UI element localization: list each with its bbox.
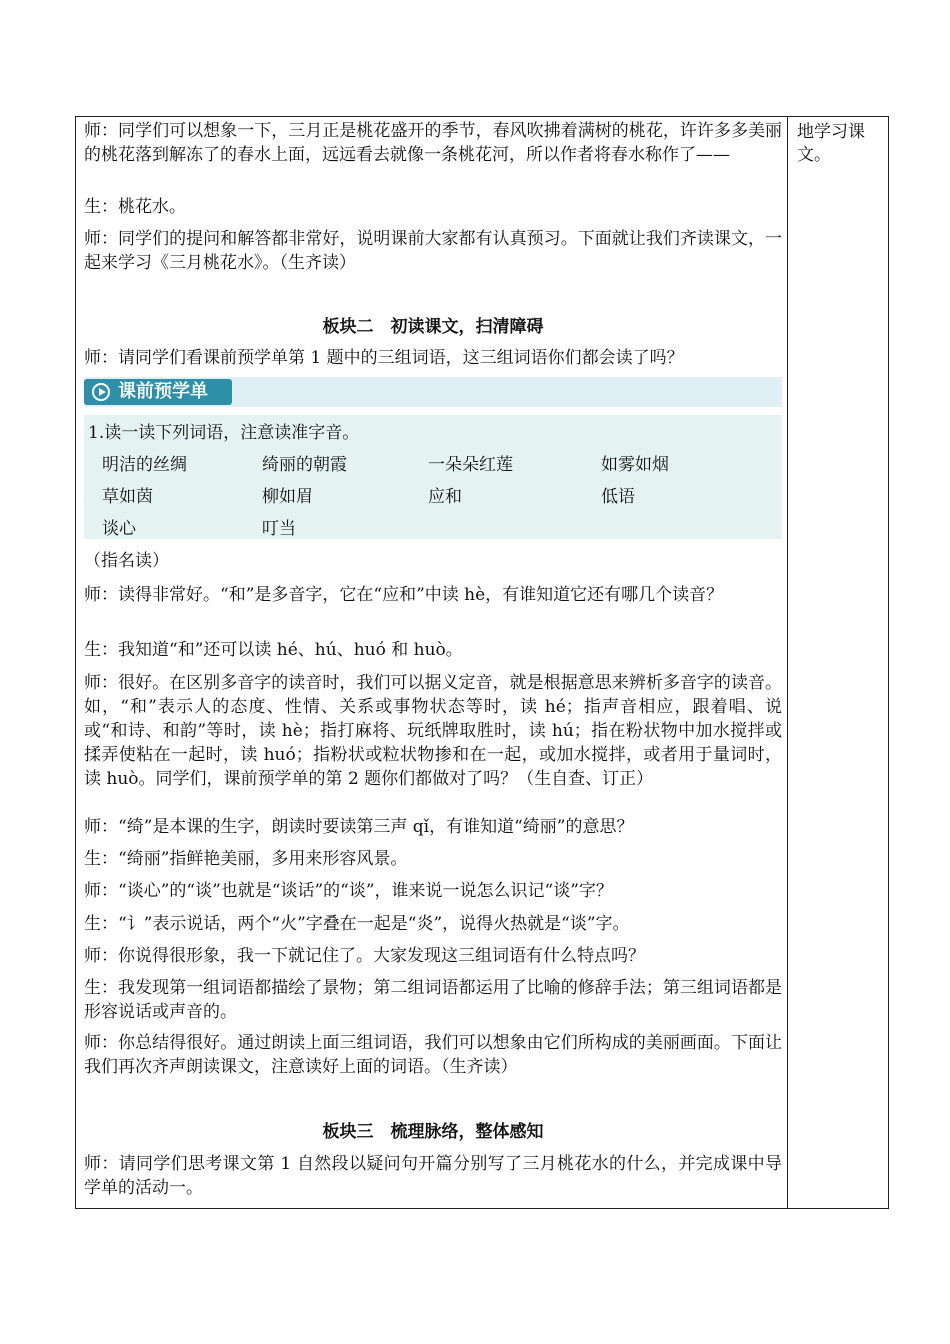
vocab-word: 草如茵	[102, 487, 153, 507]
preview-banner	[84, 377, 782, 407]
paragraph: 师：同学们可以想象一下，三月正是桃花盛开的季节，春风吹拂着满树的桃花，许许多多美丽的桃花落到解冻了的春水上面，远远看去就像一条桃花河，所以作者将春水称作了——	[84, 121, 782, 165]
vocab-word: 一朵朵红莲	[428, 455, 513, 475]
preview-box	[84, 415, 782, 539]
paragraph: 师：“绮”是本课的生字，朗读时要读第三声 qǐ，有谁知道“绮丽”的意思？	[84, 817, 634, 837]
section-heading: 板块三 梳理脉络，整体感知	[322, 1122, 544, 1142]
paragraph: （指名读）	[84, 551, 169, 571]
paragraph: 生：我知道“和”还可以读 hé、hú、huó 和 huò。	[84, 640, 463, 660]
preview-tag	[84, 379, 232, 405]
vocab-word: 低语	[601, 487, 635, 507]
paragraph: 师：你总结得很好。通过朗读上面三组词语，我们可以想象由它们所构成的美丽画面。下面让我们再次齐声朗读课文，注意读好上面的词语。（生齐读）	[84, 1033, 782, 1077]
play-circle-icon	[92, 383, 110, 401]
paragraph: 师：读得非常好。“和”是多音字，它在“应和”中读 hè，有谁知道它还有哪几个读音？	[84, 585, 724, 605]
vocab-word: 明洁的丝绸	[102, 455, 187, 475]
vocab-word: 如雾如烟	[601, 455, 669, 475]
vocab-word: 柳如眉	[262, 487, 313, 507]
paragraph: 师：请同学们思考课文第 1 自然段以疑问句开篇分别写了三月桃花水的什么，并完成课中导学单的活动一。	[84, 1154, 782, 1198]
paragraph: 师：同学们的提问和解答都非常好，说明课前大家都有认真预习。下面就让我们齐读课文，一起来学习《三月桃花水》。（生齐读）	[84, 229, 782, 273]
paragraph: 师：很好。在区别多音字的读音时，我们可以据义定音，就是根据意思来辨析多音字的读音。如，“和”表示人的态度、性情、关系或事物状态等时，读 hé；指声音相应，跟着唱、说或“和诗、和韵”等时，读 hè；指打麻将、玩纸牌取胜时，读 hú；指在粉状物中加水搅拌或揉弄使粘在一起时，读 huó；指粉状或粒状物掺和在一起，或加水搅拌，或者用于量词时，读 huò。同学们，课前预学单的第 2 题你们都做对了吗？（生自查、订正）	[84, 673, 782, 789]
paragraph: 生：“讠”表示说话，两个“火”字叠在一起是“炎”，说得火热就是“谈”字。	[84, 914, 630, 934]
vocab-word: 叮当	[262, 519, 296, 539]
paragraph: 师：请同学们看课前预学单第 1 题中的三组词语，这三组词语你们都会读了吗？	[84, 348, 684, 368]
paragraph: 生：我发现第一组词语都描绘了景物；第二组词语都运用了比喻的修辞手法；第三组词语都是形容说话或声音的。	[84, 978, 782, 1022]
vocab-word: 绮丽的朝霞	[262, 455, 347, 475]
paragraph: 生：“绮丽”指鲜艳美丽，多用来形容风景。	[84, 849, 408, 869]
side-column-note: 地学习课文。	[797, 122, 865, 165]
preview-title: 1.读一读下列词语，注意读准字音。	[88, 423, 360, 443]
paragraph: 生：桃花水。	[84, 197, 186, 217]
paragraph: 师：“谈心”的“谈”也就是“谈话”的“谈”，谁来说一说怎么识记“谈”字？	[84, 881, 613, 901]
vocab-word: 应和	[428, 487, 462, 507]
column-divider	[787, 117, 788, 1208]
preview-tag-label: 课前预学单	[118, 381, 208, 402]
paragraph: 师：你说得很形象，我一下就记住了。大家发现这三组词语有什么特点吗？	[84, 946, 645, 966]
lesson-table	[75, 116, 889, 1209]
vocab-word: 谈心	[102, 519, 136, 539]
section-heading: 板块二 初读课文，扫清障碍	[322, 317, 544, 337]
